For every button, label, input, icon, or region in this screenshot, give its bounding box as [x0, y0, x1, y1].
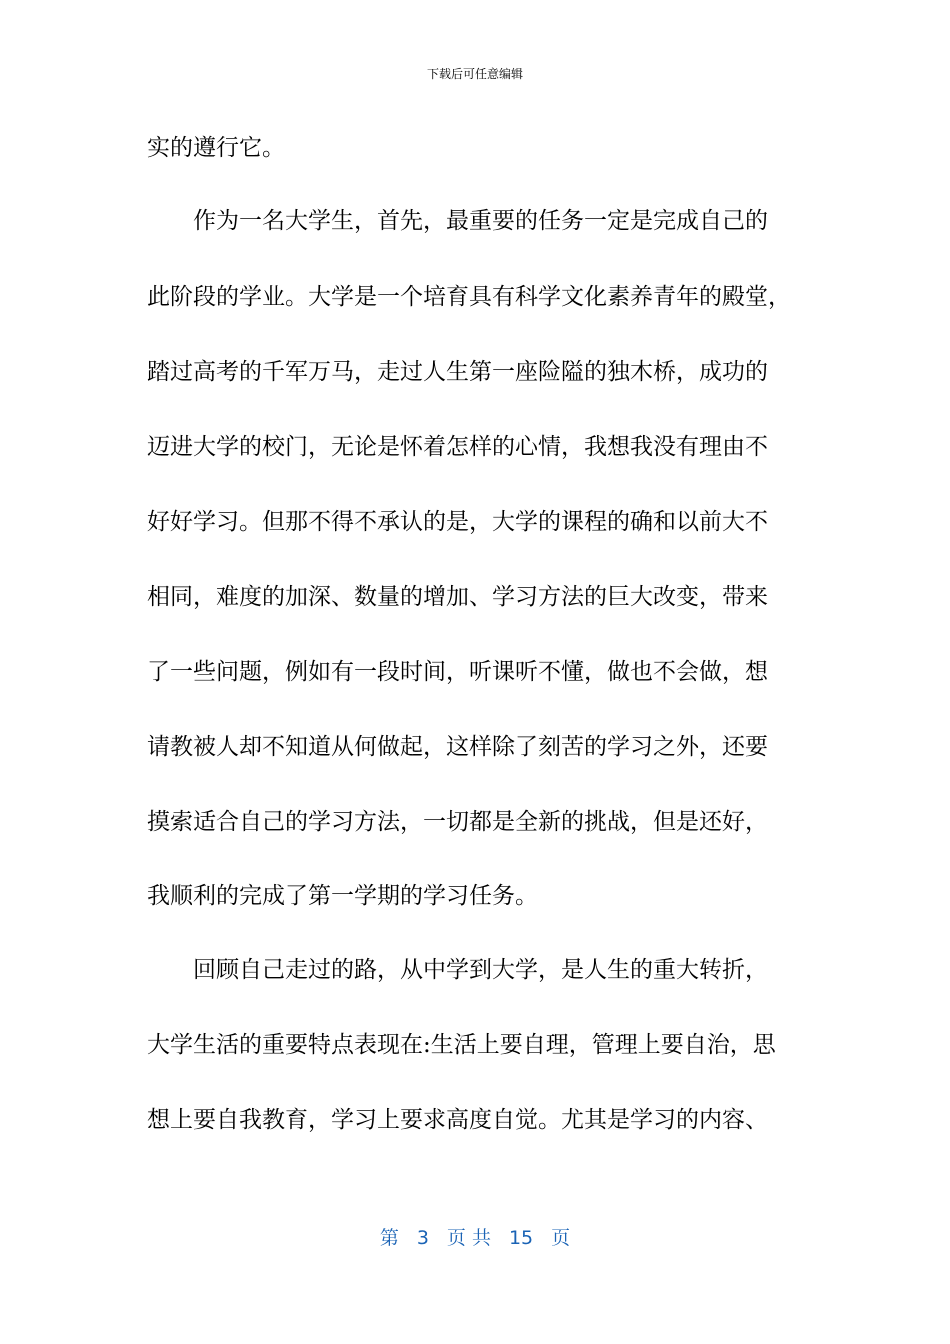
text-line: 实的遵行它。 — [147, 135, 285, 161]
text-line: 好好学习。但那不得不承认的是，大学的课程的确和以前大不 — [147, 509, 768, 535]
text-line: 踏过高考的千军万马，走过人生第一座险隘的独木桥，成功的 — [147, 359, 768, 385]
text-line: 我顺利的完成了第一学期的学习任务。 — [147, 883, 538, 909]
text-line: 作为一名大学生，首先，最重要的任务一定是完成自己的 — [193, 208, 768, 234]
text-line: 相同，难度的加深、数量的增加、学习方法的巨大改变，带来 — [147, 584, 768, 610]
page-footer — [0, 1226, 950, 1250]
text-line: 大学生活的重要特点表现在:生活上要自理，管理上要自治，思 — [147, 1032, 776, 1058]
text-line: 摸索适合自己的学习方法，一切都是全新的挑战，但是还好， — [147, 809, 768, 835]
text-line: 此阶段的学业。大学是一个培育具有科学文化素养青年的殿堂， — [147, 284, 791, 310]
footer-middle: 页 共 — [446, 1227, 491, 1249]
text-line: 回顾自己走过的路，从中学到大学，是人生的重大转折， — [193, 957, 768, 983]
footer-suffix: 页 — [551, 1227, 571, 1249]
footer-prefix: 第 — [379, 1227, 399, 1249]
total-page-count: 15 — [508, 1227, 534, 1249]
current-page-number: 3 — [416, 1227, 429, 1249]
text-line: 想上要自我教育，学习上要求高度自觉。尤其是学习的内容、 — [147, 1107, 768, 1133]
text-line: 了一些问题，例如有一段时间，听课听不懂，做也不会做，想 — [147, 659, 768, 685]
text-line: 迈进大学的校门，无论是怀着怎样的心情，我想我没有理由不 — [147, 434, 768, 460]
text-line: 请教被人却不知道从何做起，这样除了刻苦的学习之外，还要 — [147, 734, 768, 760]
page-header: 下载后可任意编辑 — [426, 67, 523, 81]
